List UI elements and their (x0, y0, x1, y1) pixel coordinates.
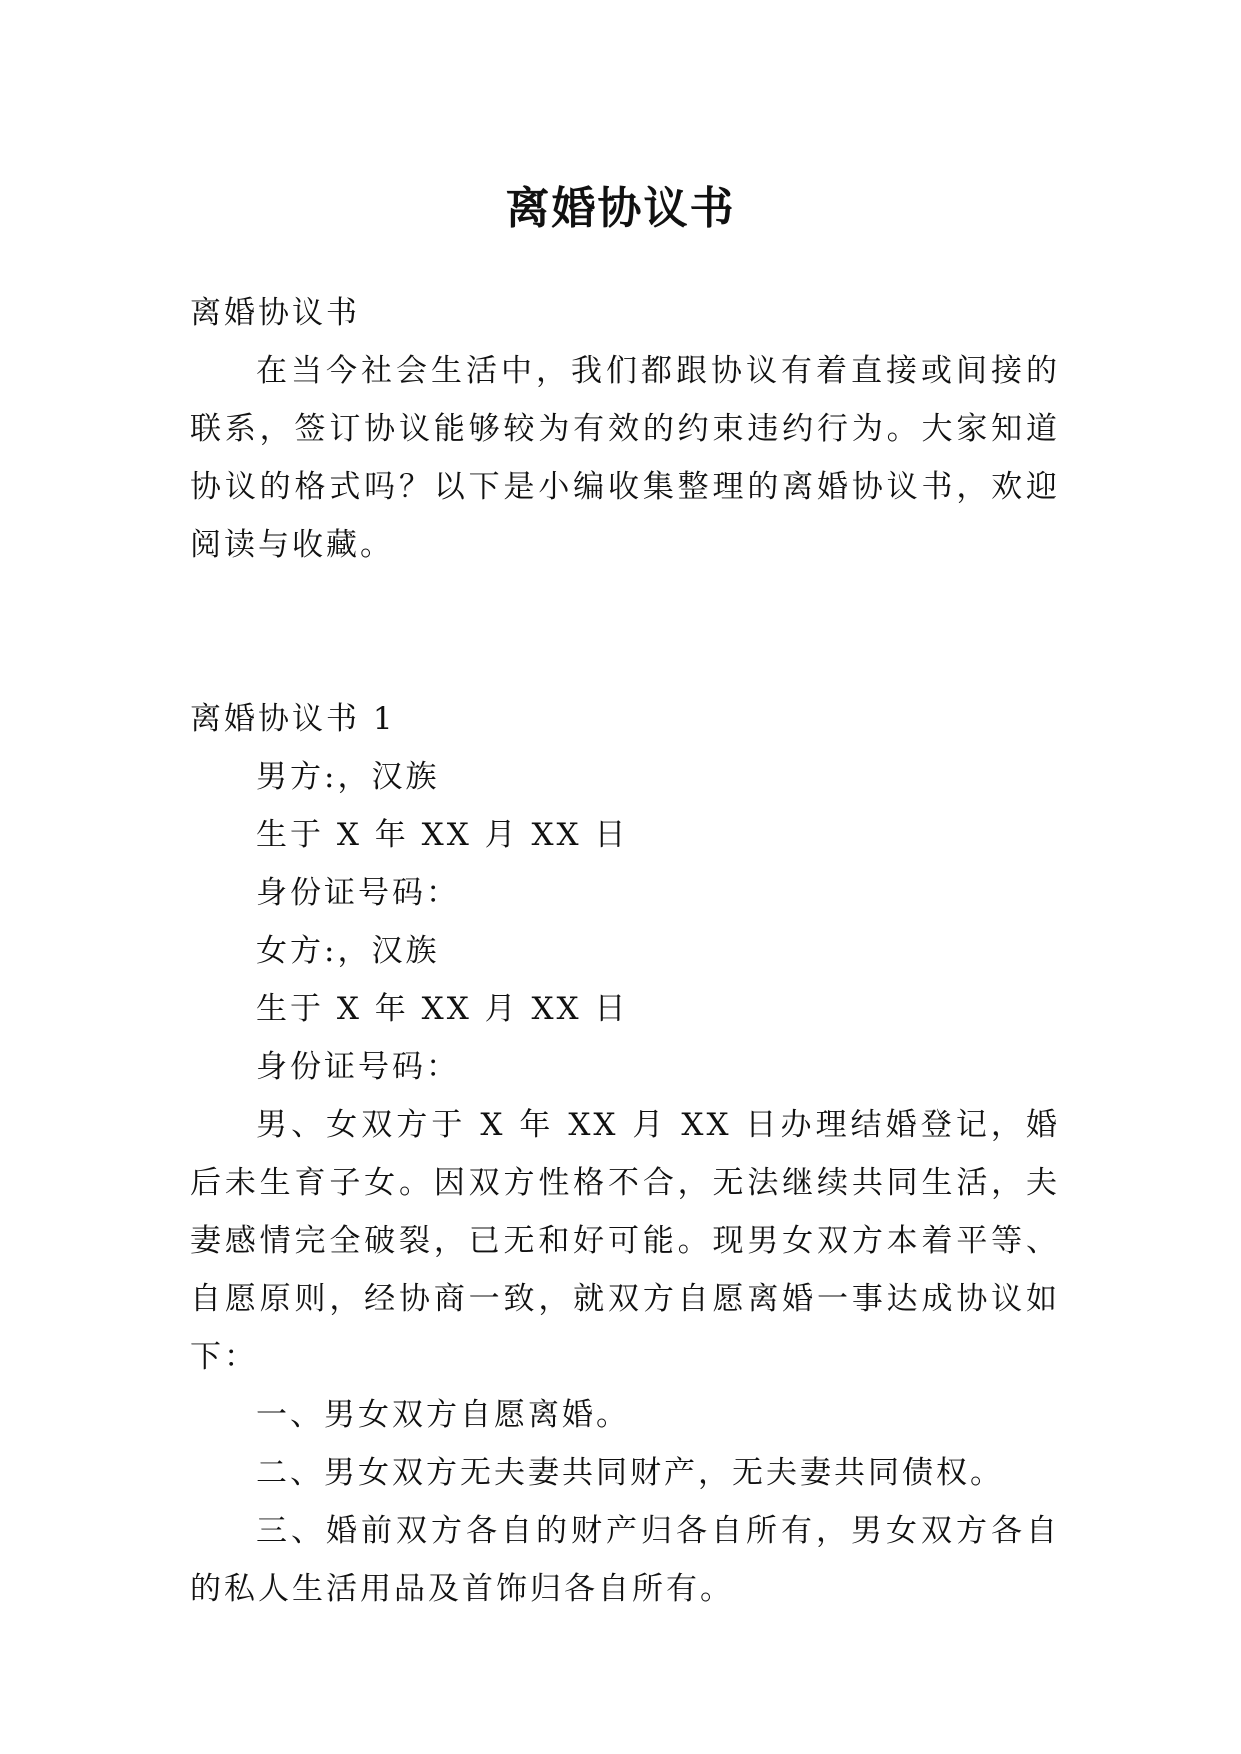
male-birth-line: 生于 X 年 XX 月 XX 日 (256, 817, 629, 853)
male-id-line: 身份证号码： (256, 875, 460, 911)
clause-3: 三、婚前双方各自的财产归各自所有，男女双方各自的私人生活用品及首饰归各自所有。 (190, 1513, 1060, 1607)
female-id-line: 身份证号码： (256, 1049, 460, 1085)
agreement-statement: 男、女双方于 X 年 XX 月 XX 日办理结婚登记，婚后未生育子女。因双方性格不合，无法继续共同生活，夫妻感情完全破裂，已无和好可能。现男女双方本着平等、自愿原则，经协商一致，就双方自愿离婚一事达成协议如下： (190, 1107, 1060, 1375)
intro-paragraph: 在当今社会生活中，我们都跟协议有着直接或间接的联系，签订协议能够较为有效的约束违约行为。大家知道协议的格式吗？以下是小编收集整理的离婚协议书，欢迎阅读与收藏。 (190, 353, 1060, 563)
clause-2: 二、男女双方无夫妻共同财产，无夫妻共同债权。 (256, 1455, 1004, 1491)
document-body (190, 284, 1060, 1618)
section-spacer (190, 574, 1060, 690)
female-party-line: 女方:，汉族 (256, 933, 440, 969)
clause-1: 一、男女双方自愿离婚。 (256, 1397, 630, 1433)
section-heading: 离婚协议书 1 (190, 701, 396, 737)
female-birth-line: 生于 X 年 XX 月 XX 日 (256, 991, 629, 1027)
male-party-line: 男方:，汉族 (256, 759, 440, 795)
intro-heading: 离婚协议书 (190, 295, 360, 331)
document-title: 离婚协议书 (505, 183, 736, 235)
